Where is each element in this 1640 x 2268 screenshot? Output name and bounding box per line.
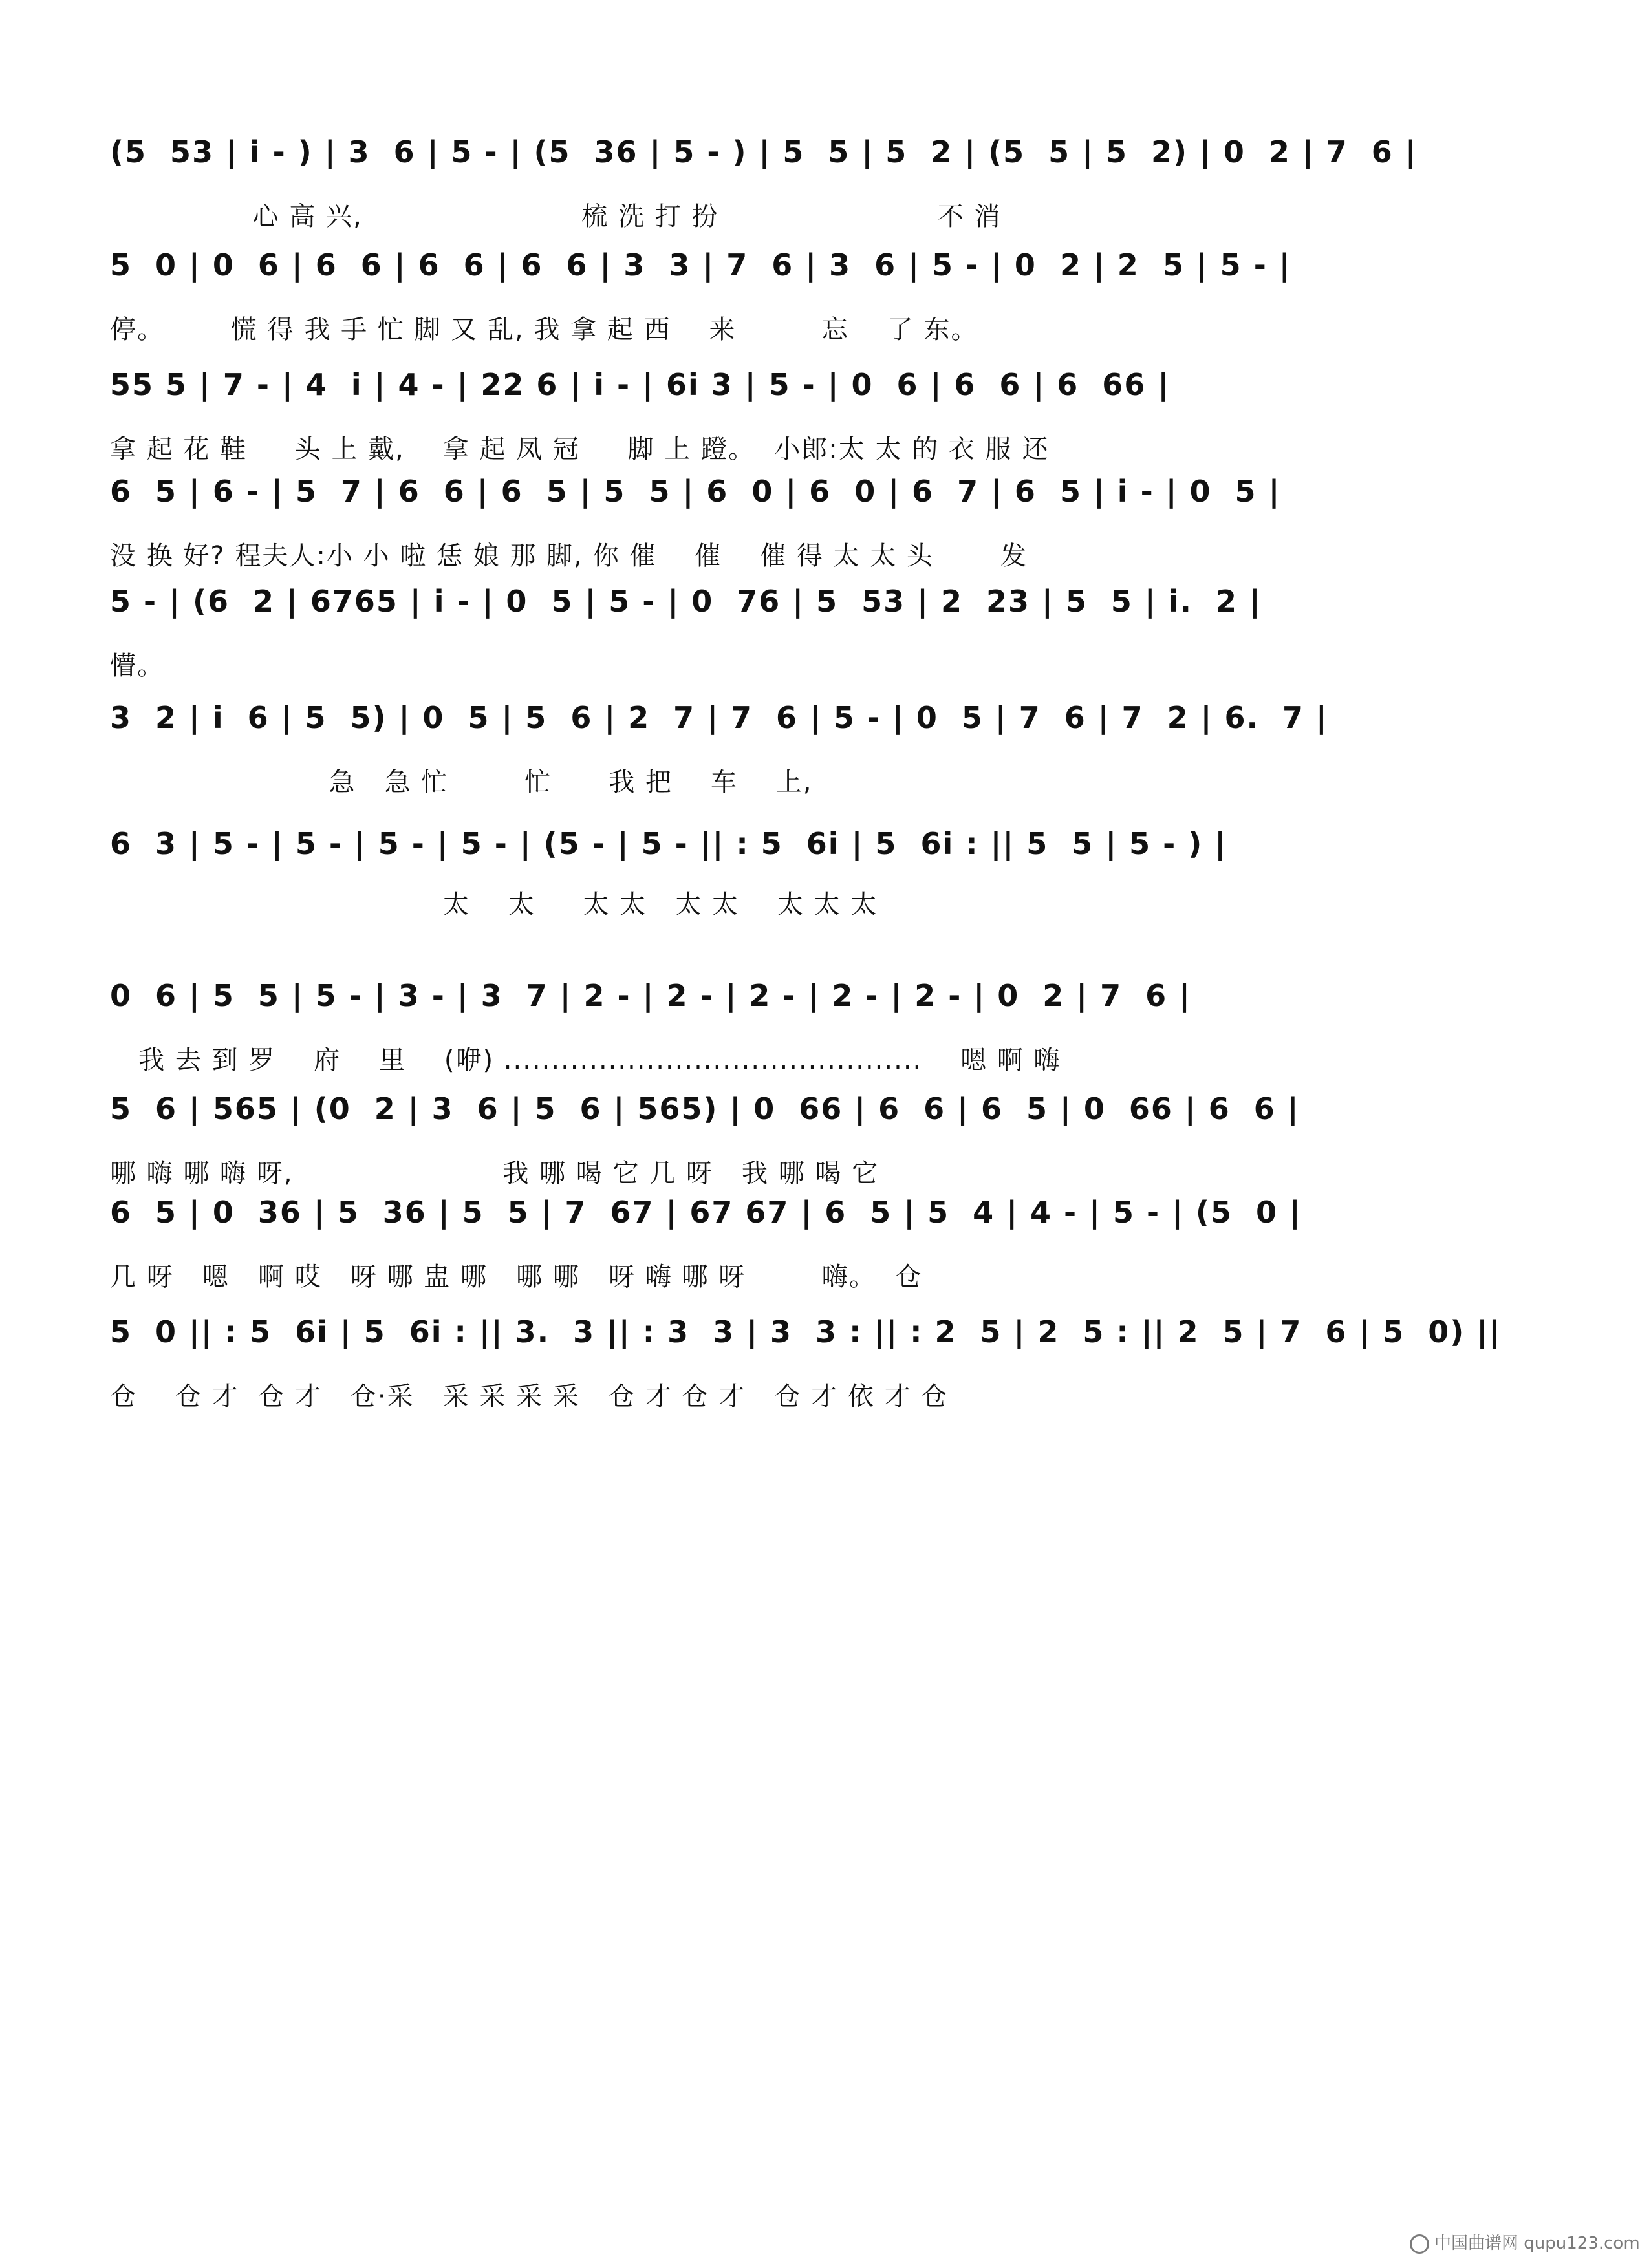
notation-line: 55 5 | 7 - | 4 i | 4 - | 22 6 | i - | 6i 3 | 5 - | 0 6 | 6 6 | 6 66 | [110,367,1171,402]
lyric-line: 太 太 太 太 太 太 太 太 太 [110,890,878,919]
lyric-line: 懵。 [110,651,164,681]
notation-line: (5 53 | i - ) | 3 6 | 5 - | (5 36 | 5 - ) | 5 5 | 5 2 | (5 5 | 5 2) | 0 2 | 7 6 | [110,134,1418,169]
lyric-line: 拿 起 花 鞋 头 上 戴, 拿 起 凤 冠 脚 上 蹬。 小郎:太 太 的 衣 服 还 [110,434,1050,464]
lyric-line: 哪 嗨 哪 嗨 呀, 我 哪 喝 它 几 呀 我 哪 喝 它 [110,1159,879,1188]
lyric-line: 心 高 兴, 梳 洗 打 扮 不 消 [110,202,1002,231]
notation-line: 3 2 | i 6 | 5 5) | 0 5 | 5 6 | 2 7 | 7 6 | 5 - | 0 5 | 7 6 | 7 2 | 6. 7 | [110,700,1328,735]
lyric-line: 没 换 好? 程夫人:小 小 啦 恁 娘 那 脚, 你 催 催 催 得 太 太 头 发 [110,541,1028,571]
site-logo-icon [1410,2234,1429,2254]
notation-line: 0 6 | 5 5 | 5 - | 3 - | 3 7 | 2 - | 2 - | 2 - | 2 - | 2 - | 0 2 | 7 6 | [110,978,1191,1013]
lyric-line: 停。 慌 得 我 手 忙 脚 又 乱, 我 拿 起 西 来 忘 了 东。 [110,315,978,345]
lyric-line: 我 去 到 罗 府 里 (咿) ............................................ 嗯 啊 嗨 [110,1045,1061,1075]
site-watermark [1410,2231,1640,2256]
notation-line: 6 5 | 6 - | 5 7 | 6 6 | 6 5 | 5 5 | 6 0 | 6 0 | 6 7 | 6 5 | i - | 0 5 | [110,474,1281,509]
lyric-line: 急 急 忙 忙 我 把 车 上, [110,767,813,797]
notation-line: 6 5 | 0 36 | 5 36 | 5 5 | 7 67 | 67 67 | 6 5 | 5 4 | 4 - | 5 - | (5 0 | [110,1195,1302,1230]
notation-line: 5 0 || : 5 6i | 5 6i : || 3. 3 || : 3 3 | 3 3 : || : 2 5 | 2 5 : || 2 5 | 7 6 | 5 0) || [110,1314,1501,1349]
notation-line: 5 0 | 0 6 | 6 6 | 6 6 | 6 6 | 3 3 | 7 6 | 3 6 | 5 - | 0 2 | 2 5 | 5 - | [110,248,1291,283]
watermark-text: 中国曲谱网 qupu123.com [1434,2234,1640,2253]
lyric-line: 仓 仓 才 仓 才 仓·采 采 采 采 采 仓 才 仓 才 仓 才 依 才 仓 [110,1382,949,1411]
notation-line: 5 - | (6 2 | 6765 | i - | 0 5 | 5 - | 0 76 | 5 53 | 2 23 | 5 5 | i. 2 | [110,584,1262,619]
notation-line: 5 6 | 565 | (0 2 | 3 6 | 5 6 | 565) | 0 66 | 6 6 | 6 5 | 0 66 | 6 6 | [110,1091,1300,1126]
notation-line: 6 3 | 5 - | 5 - | 5 - | 5 - | (5 - | 5 - || : 5 6i | 5 6i : || 5 5 | 5 - ) | [110,826,1227,861]
lyric-line: 几 呀 嗯 啊 哎 呀 哪 盅 哪 哪 哪 呀 嗨 哪 呀 嗨。 仓 [110,1262,923,1292]
